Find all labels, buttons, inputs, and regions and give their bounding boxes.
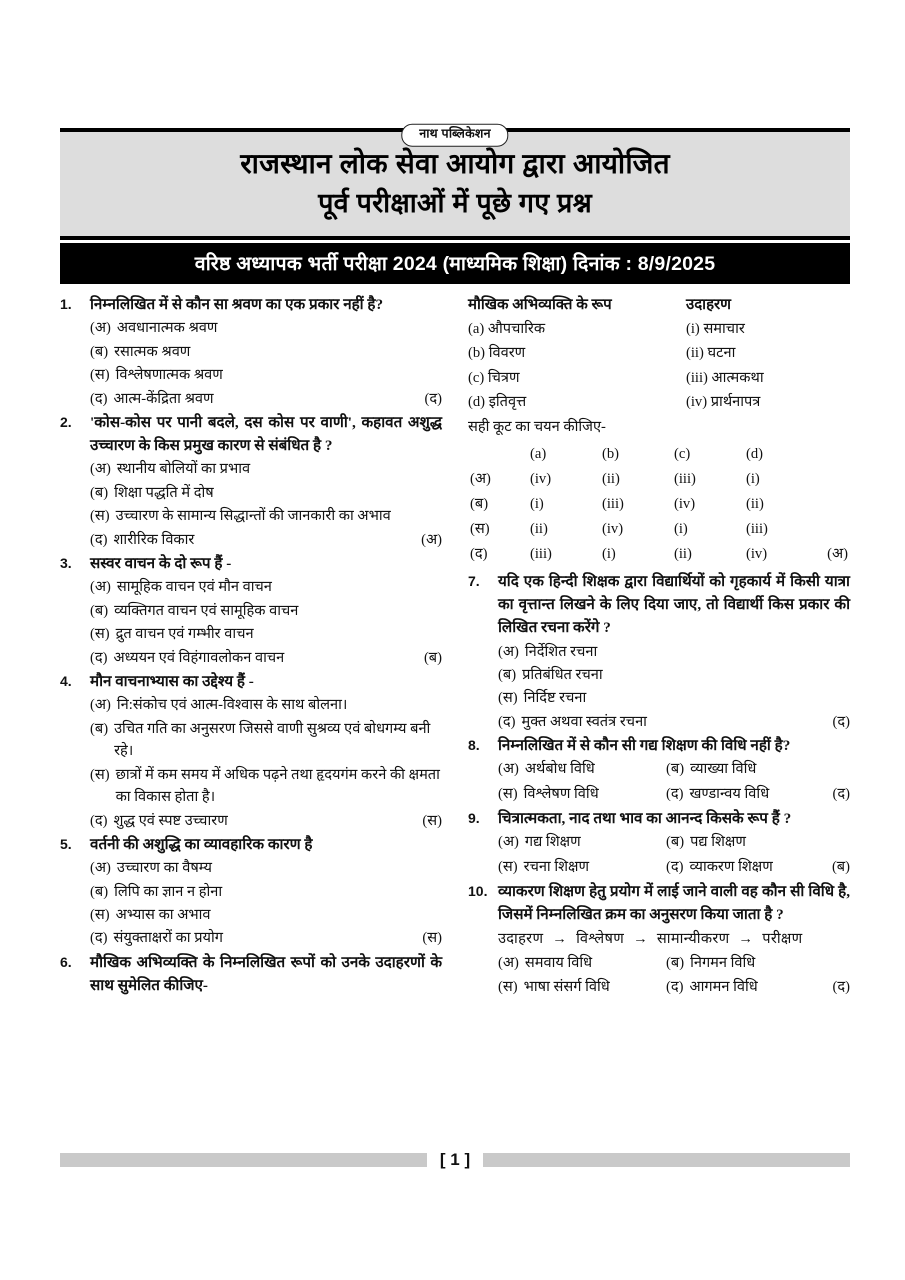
- match-right-text: समाचार: [703, 321, 745, 338]
- question-10-option-a[interactable]: [498, 952, 666, 975]
- spacer: [846, 831, 850, 854]
- match-left-item: [468, 390, 686, 414]
- question-1-number: 1.: [60, 296, 72, 313]
- spacer: [846, 758, 850, 781]
- match-right-text: घटना: [707, 345, 736, 362]
- option-text: उच्चारण के सामान्य सिद्धान्तों की जानकारी का अभाव: [115, 508, 391, 525]
- match-instruction: सही कूट का चयन कीजिए-: [468, 418, 606, 435]
- option-text: सामूहिक वाचन एवं मौन वाचन: [116, 579, 272, 596]
- option-text: निगमन विधि: [690, 954, 756, 971]
- code-header-d: (d): [746, 445, 764, 462]
- question-3-option-c[interactable]: [90, 623, 442, 645]
- question-4-text: मौन वाचनाभ्यास का उद्देश्य हैं -: [90, 673, 254, 691]
- code-value-d: (iv): [746, 546, 768, 563]
- code-value-b: (iii): [602, 495, 624, 512]
- title-line-1: राजस्थान लोक सेवा आयोग द्वारा आयोजित: [240, 148, 670, 179]
- option-label: (द): [90, 390, 108, 407]
- option-label: (अ): [90, 579, 111, 596]
- header-rule-bottom: [60, 236, 850, 240]
- question-8-answer: (द): [832, 785, 850, 802]
- code-value-b: (ii): [602, 470, 620, 487]
- match-right-label: (iv): [686, 393, 708, 410]
- code-value-c: (iii): [674, 470, 696, 487]
- question-5-answer: (स): [422, 930, 442, 947]
- option-text: खण्डान्वय विधि: [689, 785, 770, 802]
- code-key: (ब): [470, 495, 489, 512]
- code-grid: [468, 442, 850, 567]
- option-label: (स): [90, 766, 110, 783]
- sequence-step-1: उदाहरण: [498, 931, 544, 948]
- option-text: निर्देशित रचना: [524, 643, 598, 660]
- footer-bar-right: [483, 1153, 850, 1167]
- spacer: [846, 952, 850, 975]
- question-3-number: 3.: [60, 555, 72, 572]
- question-6-number: 6.: [60, 953, 72, 970]
- option-label: (ब): [90, 602, 109, 619]
- question-1-option-a[interactable]: [90, 317, 442, 339]
- option-label: (ब): [90, 343, 109, 360]
- code-value-a: (ii): [530, 521, 548, 538]
- option-text: प्रतिबंधित रचना: [522, 666, 603, 683]
- question-7-text: यदि एक हिन्दी शिक्षक द्वारा विद्यार्थियों को गृहकार्य में किसी यात्रा का वृत्तान्त लिखने के लिए दिया जाए, तो विद्यार्थी किस प्रकार की लिखित रचना करेंगे ?: [498, 573, 850, 637]
- option-label: (ब): [90, 883, 109, 900]
- code-row-spacer: [818, 467, 850, 492]
- question-8-options-row-2: [498, 783, 850, 806]
- match-left-text: विवरण: [488, 345, 526, 362]
- question-1-answer: (द): [424, 390, 442, 407]
- question-10-text: व्याकरण शिक्षण हेतु प्रयोग में लाई जाने वाली वह कौन सी विधि है, जिसमें निम्नलिखित क्रम का अनुसरण किया जाता है ?: [498, 882, 850, 924]
- question-2: [60, 411, 442, 457]
- code-value-d: (iii): [746, 521, 768, 538]
- option-label: (द): [666, 858, 684, 875]
- question-9-text: चित्रात्मकता, नाद तथा भाव का आनन्द किसके रूप हैं ?: [498, 810, 792, 828]
- question-6-text: मौखिक अभिव्यक्ति के निम्नलिखित रूपों को उनके उदाहरणों के साथ सुमेलित कीजिए-: [90, 953, 442, 995]
- question-6-answer: (अ): [827, 546, 848, 563]
- code-value-c: (iv): [674, 495, 696, 512]
- match-left-item: [468, 341, 686, 365]
- option-text: शिक्षा पद्धति में दोष: [114, 484, 214, 501]
- question-10-option-c[interactable]: [498, 976, 666, 999]
- option-text: निर्दिष्ट रचना: [523, 690, 587, 707]
- option-text: नि:संकोच एवं आत्म-विश्वास के साथ बोलना।: [116, 697, 348, 714]
- option-text: उचित गति का अनुसरण जिससे वाणी सुश्रव्य एवं बोधगम्य बनी रहे।: [114, 720, 431, 760]
- option-label: (द): [666, 979, 684, 996]
- option-label: (अ): [90, 860, 111, 877]
- match-right-label: (i): [686, 321, 700, 338]
- option-text: पद्य शिक्षण: [690, 834, 746, 851]
- question-3-text: सस्वर वाचन के दो रूप हैं -: [90, 555, 232, 573]
- question-8-number: 8.: [468, 737, 480, 754]
- option-text: अर्थबोध विधि: [524, 761, 595, 778]
- match-right-item: [686, 341, 850, 365]
- option-text: व्याकरण शिक्षण: [689, 858, 773, 875]
- option-text: विश्लेषण विधि: [523, 785, 599, 802]
- match-row: [468, 341, 850, 365]
- match-left-label: (d): [468, 393, 486, 410]
- option-label: (स): [90, 508, 110, 525]
- option-label: (द): [666, 785, 684, 802]
- option-label: (अ): [498, 761, 519, 778]
- option-text: शुद्ध एवं स्पष्ट उच्चारण: [113, 812, 228, 829]
- title-panel: [60, 132, 850, 236]
- match-col2-header: उदाहरण: [686, 297, 732, 314]
- question-2-option-d[interactable]: [90, 529, 442, 551]
- option-label: (स): [90, 907, 110, 924]
- option-text: समवाय विधि: [524, 954, 593, 971]
- option-text: गद्य शिक्षण: [524, 834, 581, 851]
- question-4-number: 4.: [60, 673, 72, 690]
- question-9-options-row-2: [498, 856, 850, 879]
- question-5-text: वर्तनी की अशुद्धि का व्यावहारिक कारण है: [90, 835, 313, 853]
- match-left-label: (c): [468, 369, 485, 386]
- option-text: मुक्त अथवा स्वतंत्र रचना: [521, 713, 647, 730]
- match-right-item: [686, 390, 850, 414]
- question-7-answer: (द): [832, 713, 850, 730]
- code-option-row[interactable]: [468, 542, 850, 567]
- option-label: (ब): [90, 484, 109, 501]
- question-7: [468, 570, 850, 639]
- question-8-options-row-1: [498, 758, 850, 781]
- question-4-option-a[interactable]: [90, 694, 442, 716]
- option-label: (ब): [90, 720, 109, 737]
- code-value-b: (i): [602, 546, 616, 563]
- question-2-answer: (अ): [421, 531, 442, 548]
- question-5-option-b[interactable]: [90, 881, 442, 903]
- code-row-spacer: [818, 492, 850, 517]
- option-label: (द): [90, 930, 108, 947]
- question-6: [60, 951, 442, 997]
- code-option-row[interactable]: [468, 517, 850, 542]
- question-3-option-d[interactable]: [90, 647, 442, 669]
- question-10-option-d[interactable]: [666, 976, 829, 999]
- question-9-option-d[interactable]: [666, 856, 828, 879]
- match-right-text: आत्मकथा: [711, 369, 764, 386]
- option-label: (द): [90, 812, 108, 829]
- question-7-number: 7.: [468, 573, 480, 590]
- question-8-option-d[interactable]: [666, 783, 829, 806]
- document-page: [60, 0, 850, 1280]
- match-left-item: [468, 317, 686, 341]
- option-label: (ब): [498, 666, 517, 683]
- option-label: (स): [498, 858, 518, 875]
- option-label: (अ): [498, 834, 519, 851]
- question-7-option-d[interactable]: [498, 711, 850, 733]
- question-10-option-b[interactable]: [666, 952, 846, 975]
- match-right-label: (ii): [686, 345, 704, 362]
- sequence-step-4: परीक्षण: [762, 931, 803, 948]
- match-col1-header: मौखिक अभिव्यक्ति के रूप: [468, 297, 612, 314]
- option-label: (स): [498, 785, 518, 802]
- question-1-option-b[interactable]: [90, 341, 442, 363]
- code-header-a: (a): [530, 445, 547, 462]
- code-value-a: (iii): [530, 546, 552, 563]
- option-text: अभ्यास का अभाव: [115, 907, 211, 924]
- page-number: [ 1 ]: [439, 1150, 471, 1169]
- question-3-answer: (ब): [423, 649, 442, 666]
- question-1: [60, 293, 442, 316]
- question-9-option-a[interactable]: [498, 831, 666, 854]
- option-text: विश्लेषणात्मक श्रवण: [115, 367, 223, 384]
- option-label: (स): [90, 367, 110, 384]
- question-2-text: 'कोस-कोस पर पानी बदले, दस कोस पर वाणी', कहावत अशुद्ध उच्चारण के किस प्रमुख कारण से संबंधित है ?: [90, 414, 442, 455]
- question-4-option-b[interactable]: [90, 718, 442, 763]
- match-row: [468, 366, 850, 390]
- match-left-label: (a): [468, 321, 485, 338]
- code-value-a: (i): [530, 495, 544, 512]
- question-1-option-c[interactable]: [90, 364, 442, 386]
- sequence-step-3: सामान्यीकरण: [656, 931, 730, 948]
- match-table-header: [468, 293, 850, 317]
- question-5-option-d[interactable]: [90, 927, 442, 949]
- question-3-option-b[interactable]: [90, 600, 442, 622]
- option-text: उच्चारण का वैषम्य: [116, 860, 212, 877]
- code-value-b: (iv): [602, 521, 624, 538]
- match-right-text: प्रार्थनापत्र: [710, 393, 761, 410]
- question-9-option-b[interactable]: [666, 831, 846, 854]
- option-label: (स): [498, 979, 518, 996]
- option-text: आत्म-केंद्रिता श्रवण: [113, 390, 214, 407]
- code-key: (अ): [470, 470, 491, 487]
- code-value-a: (iv): [530, 470, 552, 487]
- question-8-option-b[interactable]: [666, 758, 846, 781]
- question-5: [60, 833, 442, 856]
- match-right-label: (iii): [686, 369, 708, 386]
- code-key: (द): [470, 546, 488, 563]
- match-right-item: [686, 366, 850, 390]
- question-10-options-row-2: [498, 976, 850, 999]
- code-row-spacer: [818, 517, 850, 542]
- option-text: द्रुत वाचन एवं गम्भीर वाचन: [115, 626, 254, 643]
- question-4-option-d[interactable]: [90, 810, 442, 832]
- arrow-right-icon: →: [738, 931, 754, 948]
- exam-title-bar: वरिष्ठ अध्यापक भर्ती परीक्षा 2024 (माध्यमिक शिक्षा) दिनांक : 8/9/2025: [60, 243, 850, 284]
- option-label: (अ): [498, 643, 519, 660]
- question-9-answer: (ब): [831, 858, 850, 875]
- match-left-label: (b): [468, 345, 486, 362]
- question-10-answer: (द): [832, 979, 850, 996]
- publisher-badge: नाथ पब्लिकेशन: [401, 124, 508, 147]
- question-4-option-c[interactable]: [90, 764, 442, 809]
- question-4-answer: (स): [422, 812, 442, 829]
- question-7-option-a[interactable]: [498, 641, 850, 663]
- match-right-item: [686, 317, 850, 341]
- question-8: [468, 734, 850, 757]
- question-7-option-c[interactable]: [498, 687, 850, 709]
- option-text: लिपि का ज्ञान न होना: [114, 883, 223, 900]
- question-2-option-b[interactable]: [90, 482, 442, 504]
- option-text: संयुक्ताक्षरों का प्रयोग: [113, 930, 223, 947]
- question-2-number: 2.: [60, 414, 72, 431]
- question-8-option-a[interactable]: [498, 758, 666, 781]
- question-5-option-c[interactable]: [90, 904, 442, 926]
- option-label: (अ): [90, 320, 111, 337]
- match-row: [468, 390, 850, 414]
- match-left-text: औपचारिक: [487, 321, 546, 338]
- question-10: [468, 880, 850, 926]
- option-text: अध्ययन एवं विहंगावलोकन वाचन: [113, 649, 285, 666]
- question-1-text: निम्नलिखित में से कौन सा श्रवण का एक प्रकार नहीं है?: [90, 296, 384, 314]
- option-label: (अ): [90, 461, 111, 478]
- question-2-option-a[interactable]: [90, 458, 442, 480]
- question-1-option-d[interactable]: [90, 388, 442, 410]
- option-text: आगमन विधि: [689, 979, 758, 996]
- question-9-option-c[interactable]: [498, 856, 666, 879]
- arrow-right-icon: →: [633, 931, 648, 948]
- option-label: (ब): [666, 761, 685, 778]
- option-label: (अ): [90, 697, 111, 714]
- option-text: शारीरिक विकार: [113, 531, 195, 548]
- option-text: भाषा संसर्ग विधि: [523, 979, 610, 996]
- code-option-row[interactable]: [468, 492, 850, 517]
- code-header-c: (c): [674, 445, 691, 462]
- option-label: (ब): [666, 834, 685, 851]
- code-key-blank: [468, 442, 530, 467]
- code-value-d: (ii): [746, 495, 764, 512]
- code-value-c: (ii): [674, 546, 692, 563]
- arrow-right-icon: →: [552, 931, 568, 948]
- code-value-c: (i): [674, 521, 688, 538]
- match-left-text: इतिवृत्त: [488, 393, 527, 410]
- option-label: (स): [498, 690, 518, 707]
- question-8-option-c[interactable]: [498, 783, 666, 806]
- question-columns: [60, 293, 850, 1001]
- option-text: रसात्मक श्रवण: [114, 343, 191, 360]
- code-key: (स): [470, 521, 490, 538]
- masthead: [60, 128, 850, 284]
- code-header-b: (b): [602, 445, 620, 462]
- match-left-item: [468, 366, 686, 390]
- question-9: [468, 807, 850, 830]
- code-value-d: (i): [746, 470, 760, 487]
- question-8-text: निम्नलिखित में से कौन सी गद्य शिक्षण की विधि नहीं है?: [498, 737, 791, 755]
- question-10-number: 10.: [468, 882, 488, 899]
- footer-bar-left: [60, 1153, 427, 1167]
- question-3-option-a[interactable]: [90, 576, 442, 598]
- title-line-2: पूर्व परीक्षाओं में पूछे गए प्रश्न: [318, 187, 592, 218]
- option-text: व्याख्या विधि: [690, 761, 757, 778]
- question-3: [60, 552, 442, 575]
- question-2-option-c[interactable]: [90, 505, 442, 527]
- option-label: (अ): [498, 954, 519, 971]
- match-row: [468, 317, 850, 341]
- code-header-spacer: [818, 442, 850, 467]
- option-label: (द): [90, 649, 108, 666]
- question-5-number: 5.: [60, 835, 72, 852]
- sequence-step-2: विश्लेषण: [576, 931, 625, 948]
- option-text: स्थानीय बोलियों का प्रभाव: [116, 461, 251, 478]
- question-9-number: 9.: [468, 810, 480, 827]
- left-column: [60, 293, 442, 1001]
- option-label: (द): [498, 713, 516, 730]
- question-4: [60, 670, 442, 693]
- question-10-sequence: [498, 927, 850, 952]
- option-label: (ब): [666, 954, 685, 971]
- right-column: [468, 293, 850, 1001]
- question-10-options-row-1: [498, 952, 850, 975]
- option-text: व्यक्तिगत वाचन एवं सामूहिक वाचन: [114, 602, 299, 619]
- option-text: छात्रों में कम समय में अधिक पढ़ने तथा हृदयगंम करने की क्षमता का विकास होता है।: [115, 766, 440, 806]
- question-9-options-row-1: [498, 831, 850, 854]
- code-header-row: [468, 442, 850, 467]
- page-footer: [60, 1150, 850, 1170]
- option-label: (द): [90, 531, 108, 548]
- question-7-option-b[interactable]: [498, 664, 850, 686]
- option-label: (स): [90, 626, 110, 643]
- code-option-row[interactable]: [468, 467, 850, 492]
- question-5-option-a[interactable]: [90, 857, 442, 879]
- option-text: रचना शिक्षण: [523, 858, 590, 875]
- match-left-text: चित्रण: [487, 369, 520, 386]
- option-text: अवधानात्मक श्रवण: [116, 320, 218, 337]
